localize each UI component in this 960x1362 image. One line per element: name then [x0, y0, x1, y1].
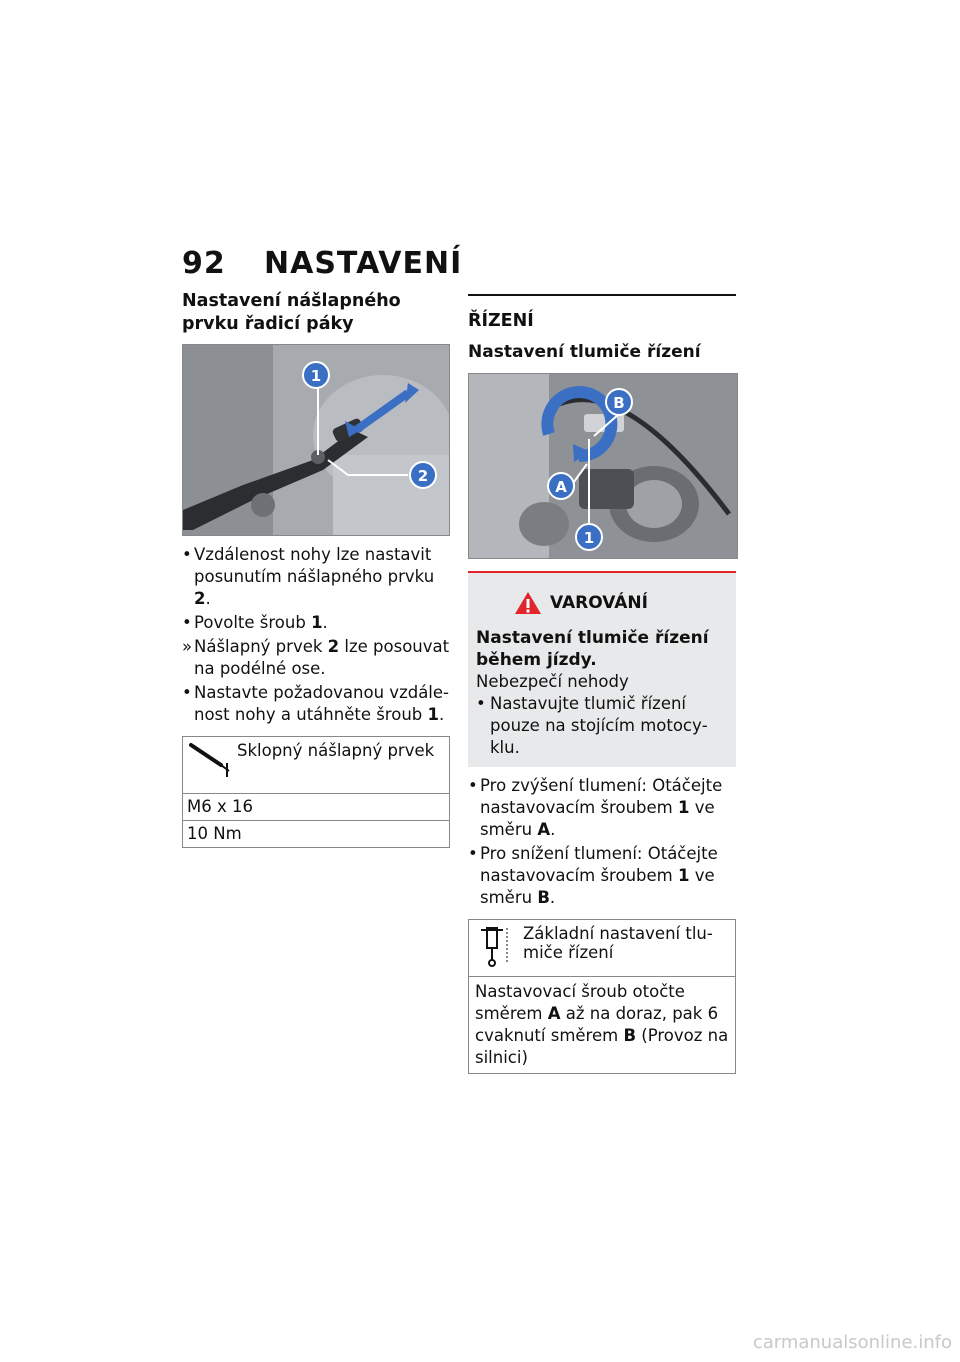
- list-item: • Vzdálenost nohy lze nastavit posunutím nášlapného prvku 2.: [182, 545, 435, 608]
- left-column: [182, 290, 450, 848]
- left-heading: Nastavení nášlapného prvku řadicí páky: [182, 291, 401, 334]
- spec-header: [183, 737, 449, 793]
- warning-triangle-icon: [514, 591, 542, 615]
- figure-label-b: B: [613, 394, 625, 412]
- spec-row-bolt: M6 x 16: [183, 793, 449, 820]
- spec-row-setting: Nastavovací šroub otočte směrem A až na doraz, pak 6 cvaknutí směrem B (Provoz na silnici): [469, 976, 735, 1073]
- steering-damper-illustration: [469, 374, 737, 558]
- warning-box: [468, 571, 736, 767]
- damper-spec-table: [468, 919, 736, 1074]
- spec-header: [469, 920, 735, 976]
- torque-spec-table: [182, 736, 450, 848]
- page-header: [182, 246, 462, 281]
- spec-title: Sklopný nášlapný prvek: [237, 741, 435, 760]
- list-item: • Nastavte požadovanou vzdálenost nohy a utáhněte šroub 1.: [182, 683, 450, 724]
- list-item: » Nášlapný prvek 2 lze posouvat na podélné ose.: [182, 637, 450, 678]
- page-title: NASTAVENÍ: [264, 246, 463, 281]
- figure-label-2: 2: [417, 467, 429, 485]
- steering-damper-icon: [473, 924, 523, 972]
- list-item: • Povolte šroub 1.: [182, 613, 328, 632]
- spec-row-torque: 10 Nm: [183, 820, 449, 847]
- right-steps: [468, 775, 736, 909]
- list-item: • Pro zvýšení tlumení: Otáčejte nastavovacím šroubem 1 ve směru A.: [468, 776, 723, 839]
- figure-label-1: 1: [310, 367, 322, 385]
- footrest-illustration: [183, 345, 449, 535]
- left-steps: [182, 544, 450, 726]
- figure-label-a: A: [555, 478, 567, 496]
- section-title: ŘÍZENÍ: [468, 311, 534, 331]
- warning-hazard: Nebezpečí nehody: [476, 672, 629, 691]
- section-rule: [468, 294, 736, 333]
- list-item: • Pro snížení tlumení: Otáčejte nastavovacím šroubem 1 ve směru B.: [468, 844, 718, 907]
- steering-damper-figure: [468, 373, 738, 559]
- footrest-figure: [182, 344, 450, 536]
- watermark-url: carmanualsonline.info: [752, 1332, 952, 1353]
- spec-title: Základní nastavení tlumiče řízení: [523, 924, 713, 962]
- torque-wrench-icon: [187, 741, 237, 785]
- right-column: [468, 290, 736, 1074]
- warning-list: [476, 693, 728, 759]
- page-number: 92: [182, 246, 226, 281]
- list-item: • Nastavujte tlumič řízení pouze na stojícím motocyklu.: [476, 694, 708, 757]
- warning-subtitle: Nastavení tlumiče řízení během jízdy.: [476, 628, 709, 670]
- warning-title: VAROVÁNÍ: [514, 591, 728, 615]
- right-heading: Nastavení tlumiče řízení: [468, 342, 701, 362]
- figure-label-1: 1: [583, 529, 595, 547]
